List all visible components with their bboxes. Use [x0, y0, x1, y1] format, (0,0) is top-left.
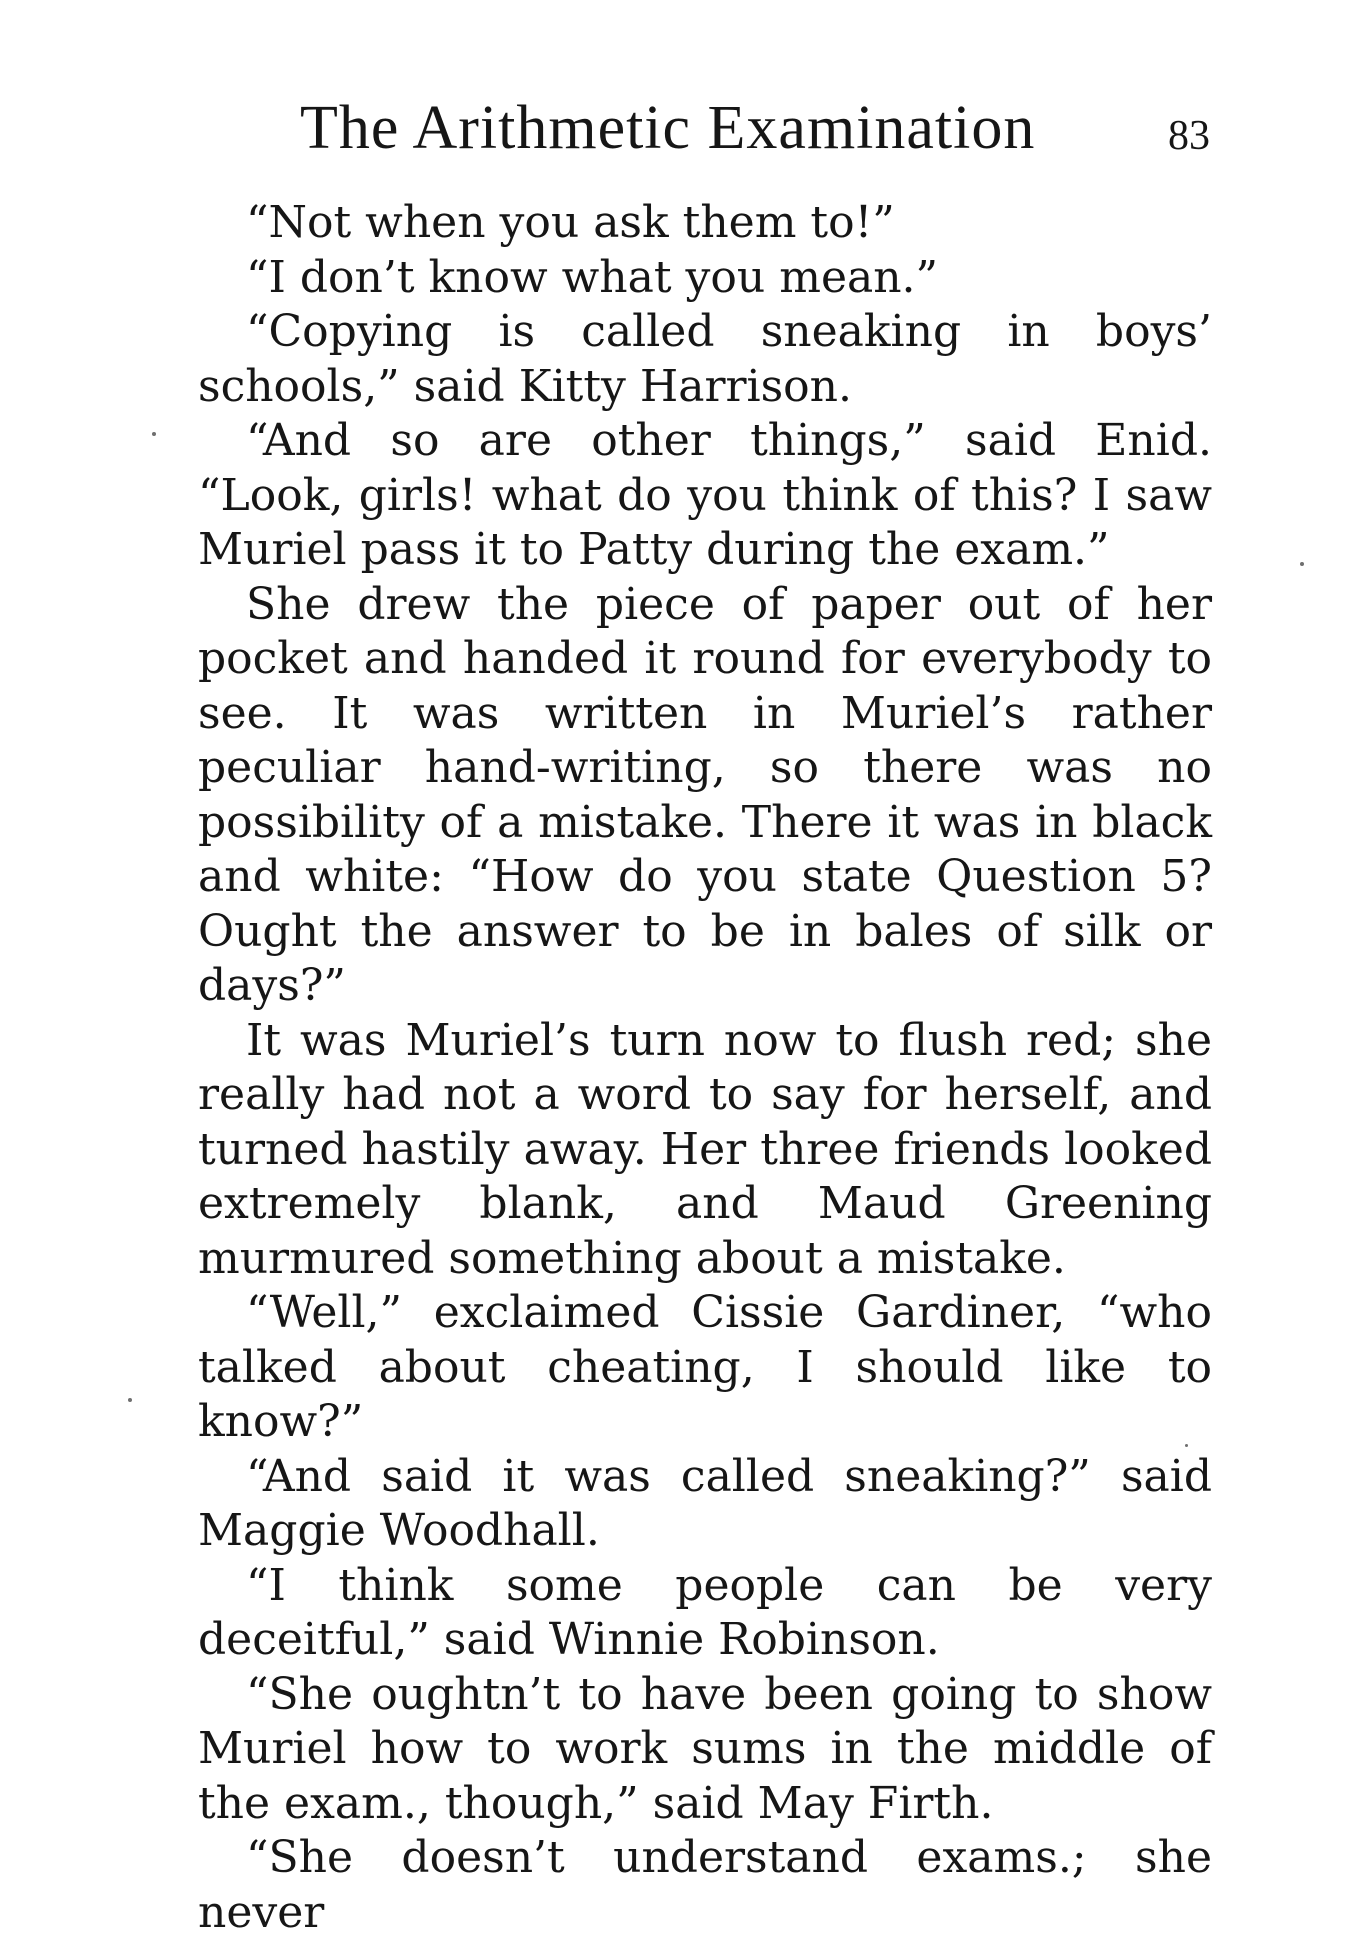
- print-speck: [152, 432, 156, 436]
- paragraph: “Not when you ask them to!”: [246, 197, 895, 248]
- page-number: 83: [1168, 113, 1210, 159]
- paragraph: “I think some people can be very deceitful,” said Winnie Robinson.: [198, 1559, 1212, 1665]
- print-speck: [1300, 562, 1304, 566]
- paragraph: She drew the piece of paper out of her pocket and handed it round for everybody to see. It was written in Muriel’s rather peculiar hand-writing, so there was no possibility of a mistake. There it was in black and white: “How do you state Question 5? Ought the answer to be in bales of silk or days?”: [198, 578, 1212, 1011]
- paragraph: “Well,” exclaimed Cissie Gardiner, “who talked about cheating, I should like to know?”: [198, 1287, 1212, 1447]
- paragraph: “Copying is called sneaking in boys’ schools,” said Kitty Harrison.: [198, 306, 1212, 412]
- running-head: [300, 88, 1210, 168]
- paragraph: It was Muriel’s turn now to flush red; she really had not a word to say for herself, and turned hastily away. Her three friends looked extremely blank, and Maud Greening murmured something about a mistake.: [198, 1014, 1212, 1284]
- print-speck: [128, 1398, 132, 1402]
- body-text: [198, 196, 1212, 1940]
- chapter-title: The Arithmetic Examination: [300, 94, 1036, 162]
- print-speck: [1185, 1444, 1188, 1447]
- paragraph: “She oughtn’t to have been going to show Muriel how to work sums in the middle of the exam., though,” said May Firth.: [198, 1668, 1212, 1829]
- paragraph: “And so are other things,” said Enid. “Look, girls! what do you think of this? I saw Muriel pass it to Patty during the exam.”: [198, 415, 1212, 575]
- paragraph: “And said it was called sneaking?” said Maggie Woodhall.: [198, 1450, 1212, 1556]
- paragraph: “I don’t know what you mean.”: [246, 251, 939, 303]
- paragraph: “She doesn’t understand exams.; she never: [198, 1832, 1212, 1938]
